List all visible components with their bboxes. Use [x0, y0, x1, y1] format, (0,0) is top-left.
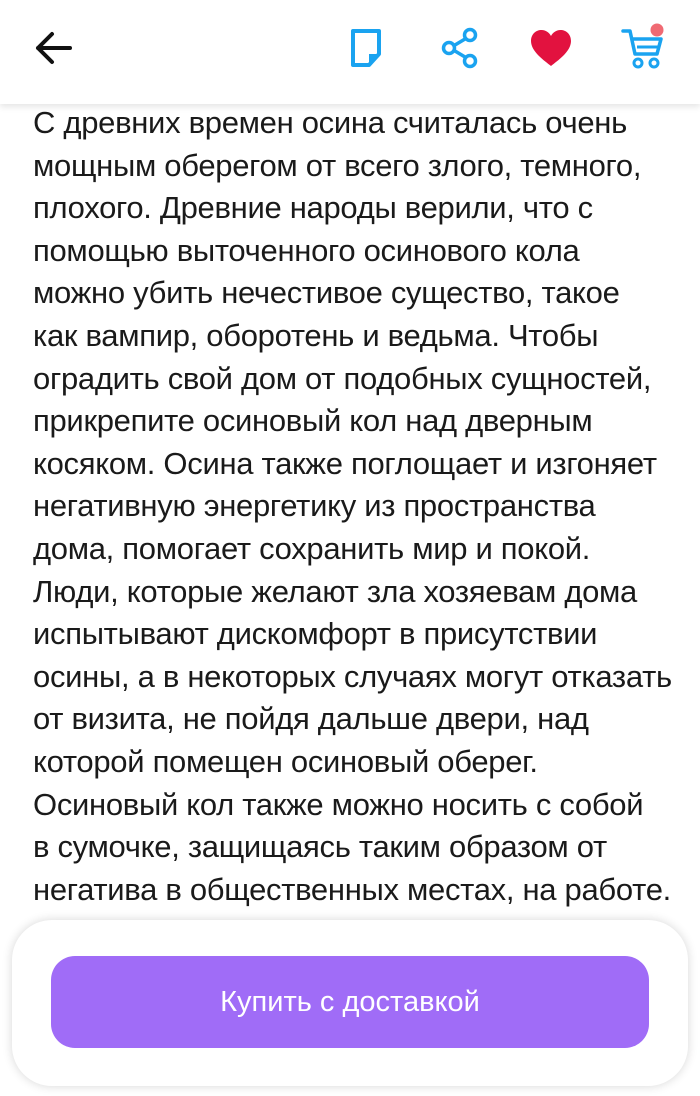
cart-badge	[651, 24, 664, 37]
share-button[interactable]	[428, 16, 492, 80]
document-button[interactable]	[336, 16, 396, 80]
share-icon	[440, 27, 480, 69]
bottom-action-panel	[12, 920, 688, 1086]
product-description: С древних времен осина считалась очень мощным оберегом от всего злого, темного, плохого. Древние народы верили, что с помощью выточенного осинового кола можно убить нечестивое существо, такое как вампир, оборотень и ведьма. Чтобы оградить свой дом от подобных сущностей, прикрепите осиновый кол над дверным косяком. Осина также поглощает и изгоняет негативную энергетику из пространства дома, помогает сохранить мир и покой. Люди, которые желают зла хозяевам дома испытывают дискомфорт в присутствии осины, а в некоторых случаях могут отказать от визита, не пойдя дальше двери, над которой помещен осиновый оберег. Осиновый кол также можно носить с собой в сумочке, защищаясь таким образом от негатива в общественных местах, на работе.	[33, 105, 672, 907]
arrow-left-icon	[34, 30, 74, 66]
top-bar	[0, 0, 700, 104]
cart-icon	[621, 22, 667, 72]
favorite-button[interactable]	[518, 16, 584, 80]
cart-button[interactable]	[612, 14, 676, 80]
back-button[interactable]	[22, 18, 86, 78]
heart-icon	[529, 28, 573, 68]
document-icon	[348, 28, 384, 68]
buy-with-delivery-button[interactable]: Купить с доставкой	[51, 956, 649, 1048]
